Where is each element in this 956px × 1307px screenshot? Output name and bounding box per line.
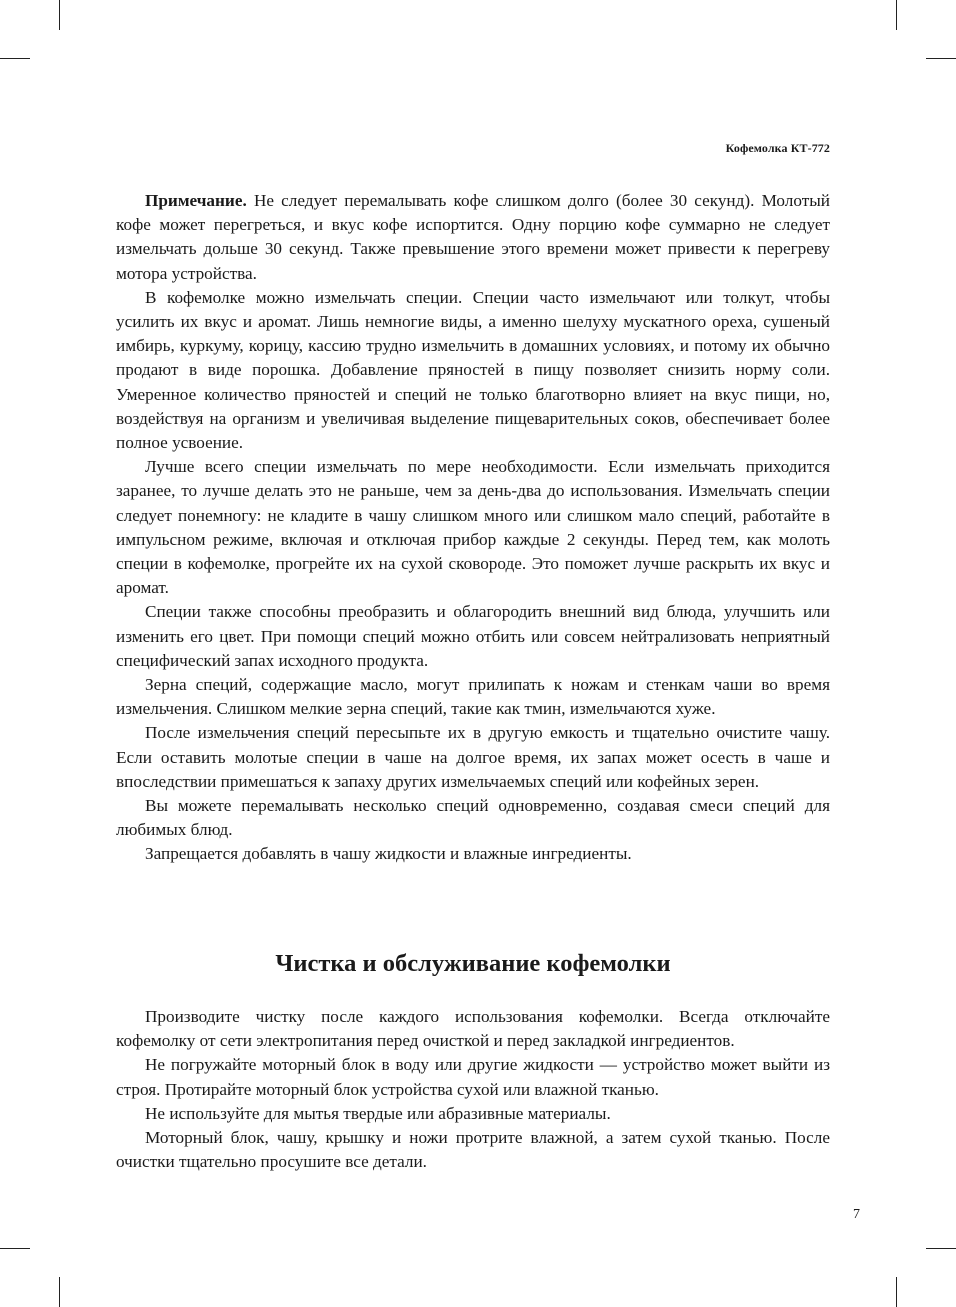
note-text: Не следует перемалывать кофе слишком долго (более 30 секунд). Молотый кофе может перегреться, и вкус кофе испортится. Одну порцию кофе суммарно не следует измельчать дольше 30 секунд. Также превышение этого времени может привести к перегреву мотора устройства. [116, 191, 830, 283]
section-title: Чистка и обслуживание кофемолки [275, 950, 671, 977]
crop-mark [896, 0, 897, 30]
cleaning-text-block [116, 1005, 830, 1174]
crop-mark [0, 58, 30, 59]
paragraph: Лучше всего специи измельчать по мере необходимости. Если измельчать приходится заранее, то лучше делать это не раньше, чем за день-два до использования. Измельчать специи следует понемногу: не кладите в чашу слишком много или слишком мало специй, работайте в импульсном режиме, включая и отключая прибор каждые 2 секунды. Перед тем, как молоть специи в кофемолке, прогрейте их на сухой сковороде. Это поможет лучше раскрыть их вкус и аромат. [116, 457, 830, 598]
crop-mark [926, 1248, 956, 1249]
paragraph: Не погружайте моторный блок в воду или другие жидкости — устройство может выйти из строя. Протирайте моторный блок устройства сухой или влажной тканью. [116, 1055, 830, 1099]
note-label: Примечание. [145, 191, 247, 210]
paragraph: Не используйте для мытья твердые или абразивные материалы. [145, 1103, 611, 1123]
crop-mark [59, 0, 60, 30]
note-paragraph [116, 189, 830, 286]
paragraph: После измельчения специй пересыпьте их в другую емкость и тщательно очистите чашу. Если оставить молотые специи в чаше на долгое время, их запах может осесть в чаше и впоследствии примешаться к запаху других измельчаемых специй или кофейных зерен. [116, 723, 830, 791]
paragraph: Запрещается добавлять в чашу жидкости и влажные ингредиенты. [145, 844, 632, 864]
paragraph: В кофемолке можно измельчать специи. Специи часто измельчают или толкут, чтобы усилить их вкус и аромат. Лишь немногие виды, а именно шелуху мускатного ореха, сушеный имбирь, куркуму, корицу, кассию трудно измельчить в домашних условиях, и потому их обычно продают в виде порошка. Добавление пряностей в пищу позволяет снизить норму соли. Умеренное количество пряностей и специй не только благотворно влияет на вкус пищи, но, воздействуя на организм и увеличивая выделение пищеварительных соков, обеспечивает более полное усвоение. [116, 287, 830, 453]
paragraph: Производите чистку после каждого использования кофемолки. Всегда отключайте кофемолку от сети электропитания перед очисткой и перед закладкой ингредиентов. [116, 1007, 830, 1051]
page-number: 7 [853, 1207, 860, 1222]
paragraph: Специи также способны преобразить и облагородить внешний вид блюда, улучшить или изменить его цвет. При помощи специй можно отбить или совсем нейтрализовать неприятный специфический запах исходного продукта. [116, 602, 830, 670]
crop-mark [0, 1248, 30, 1249]
paragraph: Зерна специй, содержащие масло, могут прилипать к ножам и стенкам чаши во время измельчения. Слишком мелкие зерна специй, такие как тмин, измельчаются хуже. [116, 675, 830, 719]
paragraph: Вы можете перемалывать несколько специй одновременно, создавая смеси специй для любимых блюд. [116, 796, 830, 840]
crop-mark [896, 1277, 897, 1307]
crop-mark [926, 58, 956, 59]
spices-text-block [116, 189, 830, 867]
paragraph: Моторный блок, чашу, крышку и ножи протрите влажной, а затем сухой тканью. После очистки тщательно просушите все детали. [116, 1128, 830, 1172]
running-header: Кофемолка КТ-772 [725, 141, 830, 155]
crop-mark [59, 1277, 60, 1307]
